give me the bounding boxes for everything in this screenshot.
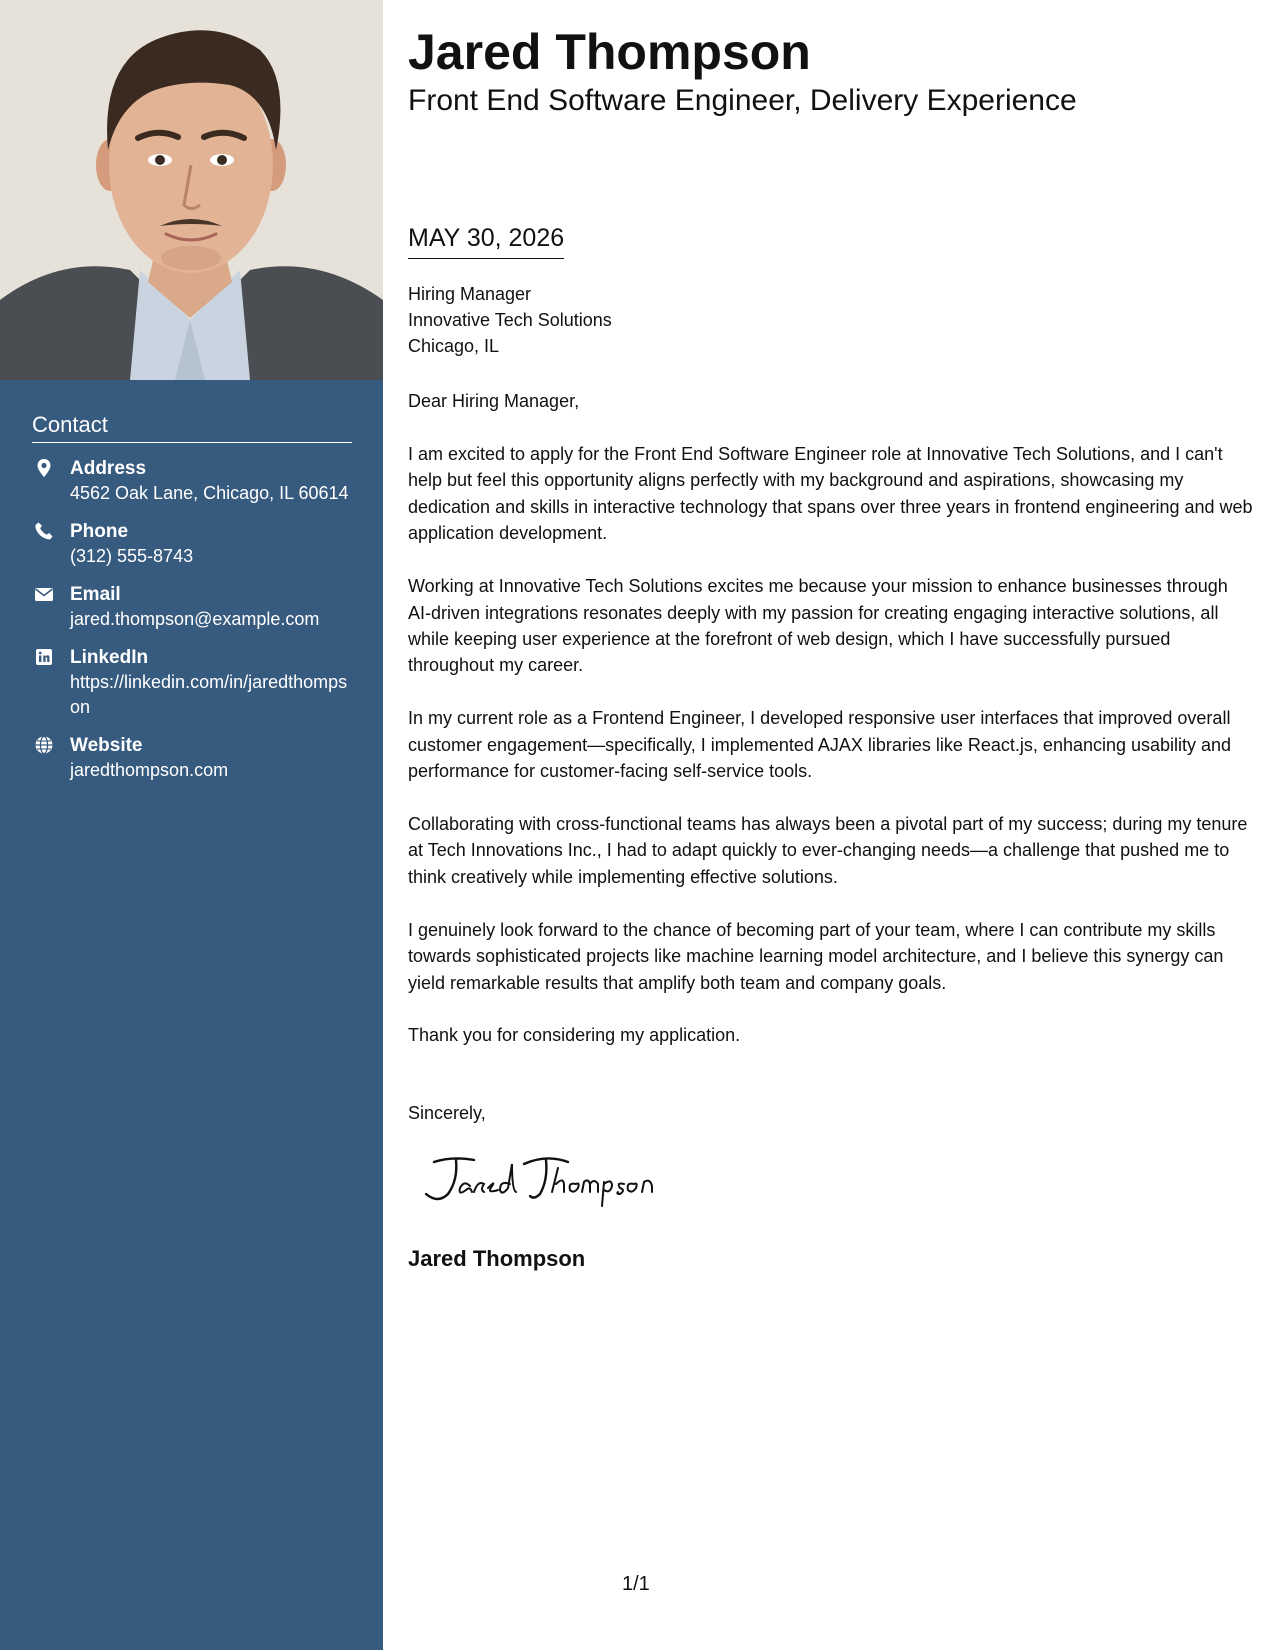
contact-address	[32, 456, 352, 506]
contact-email	[32, 582, 352, 632]
linkedin-value[interactable]: https://linkedin.com/in/jaredthompson	[70, 672, 348, 717]
body-paragraph: I am excited to apply for the Front End Software Engineer role at Innovative Tech Solutions, and I can't help but feel this opportunity aligns perfectly with my background and aspirations, showcasing my dedication and skills in interactive technology that spans over three years in frontend engineering and web application development.	[408, 444, 1253, 544]
contact-heading: Contact	[32, 412, 352, 443]
recipient-block	[408, 281, 612, 359]
body-paragraph: Working at Innovative Tech Solutions excites me because your mission to enhance businesses through AI-driven integrations resonates deeply with my passion for creating engaging interactive solutions, all while keeping user experience at the forefront of web design, which I have successfully pursued throughout my career.	[408, 576, 1228, 676]
email-value[interactable]: jared.thompson@example.com	[70, 609, 320, 629]
recipient-location: Chicago, IL	[408, 336, 500, 356]
body-paragraph: In my current role as a Frontend Engineer, I developed responsive user interfaces that improved overall customer engagement—specifically, I implemented AJAX libraries like React.js, enhancing usability and performance for customer-facing self-service tools.	[408, 708, 1232, 782]
contact-label: Address	[70, 458, 147, 479]
contact-label: Website	[70, 735, 143, 756]
contact-list	[32, 456, 352, 796]
recipient-title: Hiring Manager	[408, 284, 532, 304]
contact-label: LinkedIn	[70, 647, 149, 668]
envelope-icon	[34, 584, 54, 604]
profile-photo	[0, 0, 383, 380]
linkedin-icon	[34, 647, 54, 667]
letter-body	[408, 441, 1253, 1075]
contact-phone	[32, 519, 352, 569]
address-value: 4562 Oak Lane, Chicago, IL 60614	[70, 483, 349, 503]
page-number: 1/1	[622, 1573, 650, 1595]
closing: Sincerely,	[408, 1103, 486, 1123]
body-paragraph: Thank you for considering my application.	[408, 1025, 741, 1046]
contact-linkedin	[32, 645, 352, 720]
body-paragraph: Collaborating with cross-functional teams has always been a pivotal part of my success; during my tenure at Tech Innovations Inc., I had to adapt quickly to ever-changing needs—a challenge that pushed me to think creatively while implementing effective solutions.	[408, 813, 1248, 887]
phone-icon	[34, 521, 54, 541]
handwritten-signature	[412, 1150, 672, 1210]
signed-name: Jared Thompson	[408, 1246, 586, 1271]
letter-date: MAY 30, 2026	[408, 222, 564, 259]
contact-website	[32, 733, 352, 783]
contact-label: Phone	[70, 521, 129, 542]
website-value[interactable]: jaredthompson.com	[70, 760, 229, 780]
applicant-role: Front End Software Engineer, Delivery Experience	[408, 84, 1077, 117]
location-pin-icon	[34, 458, 54, 478]
salutation: Dear Hiring Manager,	[408, 391, 580, 411]
applicant-name: Jared Thompson	[408, 24, 811, 80]
contact-label: Email	[70, 584, 121, 605]
recipient-company: Innovative Tech Solutions	[408, 310, 612, 330]
body-paragraph: I genuinely look forward to the chance of becoming part of your team, where I can contribute my skills towards sophisticated projects like machine learning model architecture, and I believe this synergy can yield remarkable results that amplify both team and company goals.	[408, 919, 1224, 993]
phone-value[interactable]: (312) 555-8743	[70, 546, 194, 566]
globe-icon	[34, 735, 54, 755]
sidebar	[0, 0, 383, 1650]
